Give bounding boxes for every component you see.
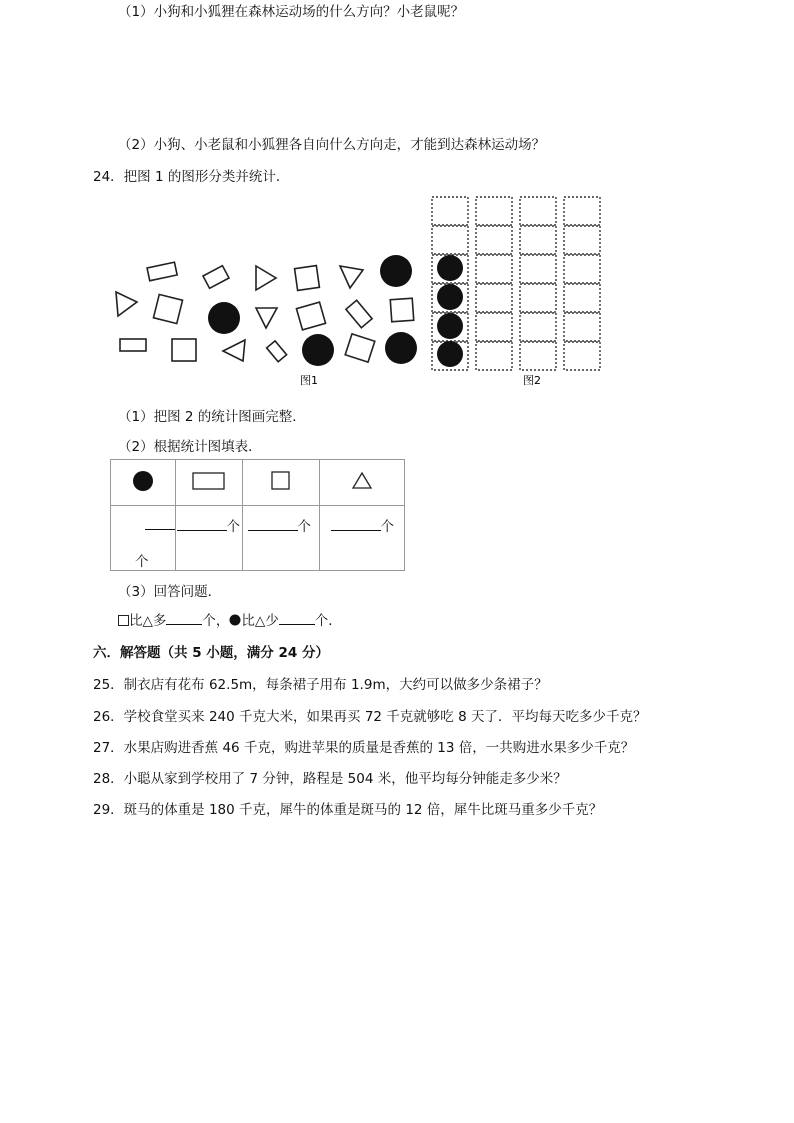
square-shape <box>172 339 196 361</box>
square-shape <box>295 266 320 291</box>
square-shape <box>390 298 413 321</box>
rectangle-shape <box>120 339 146 351</box>
triangle-header <box>320 460 405 506</box>
rectangle-icon <box>192 471 226 491</box>
circle-shape <box>302 334 334 366</box>
q24-part1: （1）把图 2 的统计图画完整． <box>118 409 306 425</box>
square-shape <box>153 294 182 323</box>
figure1-label: 图1 <box>300 374 318 387</box>
square-icon <box>271 471 291 491</box>
rectangle-count-cell[interactable]: 个 <box>176 506 243 571</box>
question-28: 28．小聪从家到学校用了 7 分钟，路程是 504 米，他平均每分钟能走多少米？ <box>93 771 567 787</box>
section6-title: 六．解答题（共 5 小题，满分 24 分） <box>93 645 329 661</box>
circle-header <box>111 460 176 506</box>
answer-blank[interactable] <box>166 612 202 625</box>
circle-shape <box>380 255 412 287</box>
q23-part1: （1）小狗和小狐狸在森林运动场的什么方向？小老鼠呢？ <box>118 4 465 20</box>
circle-shape <box>208 302 240 334</box>
circle-count-cell[interactable]: 个 <box>111 506 176 571</box>
q24-part2: （2）根据统计图填表． <box>118 439 262 455</box>
q23-part2: （2）小狗、小老鼠和小狐狸各自向什么方向走，才能到达森林运动场？ <box>118 137 546 153</box>
square-count-cell[interactable]: 个 <box>243 506 320 571</box>
answer-blank[interactable] <box>279 612 315 625</box>
question-27: 27．水果店购进香蕉 46 千克，购进苹果的质量是香蕉的 13 倍，一共购进水果多少千克？ <box>93 740 635 756</box>
q24-title: 24．把图 1 的图形分类并统计． <box>93 169 290 185</box>
circle-shape <box>385 332 417 364</box>
question-26: 26．学校食堂买来 240 千克大米，如果再买 72 千克就够吃 8 天了．平均每天吃多少千克？ <box>93 709 647 725</box>
square-header <box>243 460 320 506</box>
question-29: 29．斑马的体重是 180 千克，犀牛的体重是斑马的 12 倍，犀牛比斑马重多少千克？ <box>93 802 603 818</box>
filled-circle-icon <box>132 470 154 492</box>
q24-question-line: 比△多 个， 比△少 个． <box>118 609 342 629</box>
statistics-table <box>110 459 405 571</box>
square-icon <box>118 615 129 626</box>
question-25: 25．制衣店有花布 62.5m，每条裙子用布 1.9m，大约可以做多少条裙子？ <box>93 677 548 693</box>
q24-figure <box>110 190 606 390</box>
rectangle-header <box>176 460 243 506</box>
filled-circle-icon <box>229 614 241 626</box>
triangle-icon <box>351 471 373 491</box>
figure2-label: 图2 <box>523 374 541 387</box>
q24-part3: （3）回答问题． <box>118 584 222 600</box>
triangle-count-cell[interactable]: 个 <box>320 506 405 571</box>
